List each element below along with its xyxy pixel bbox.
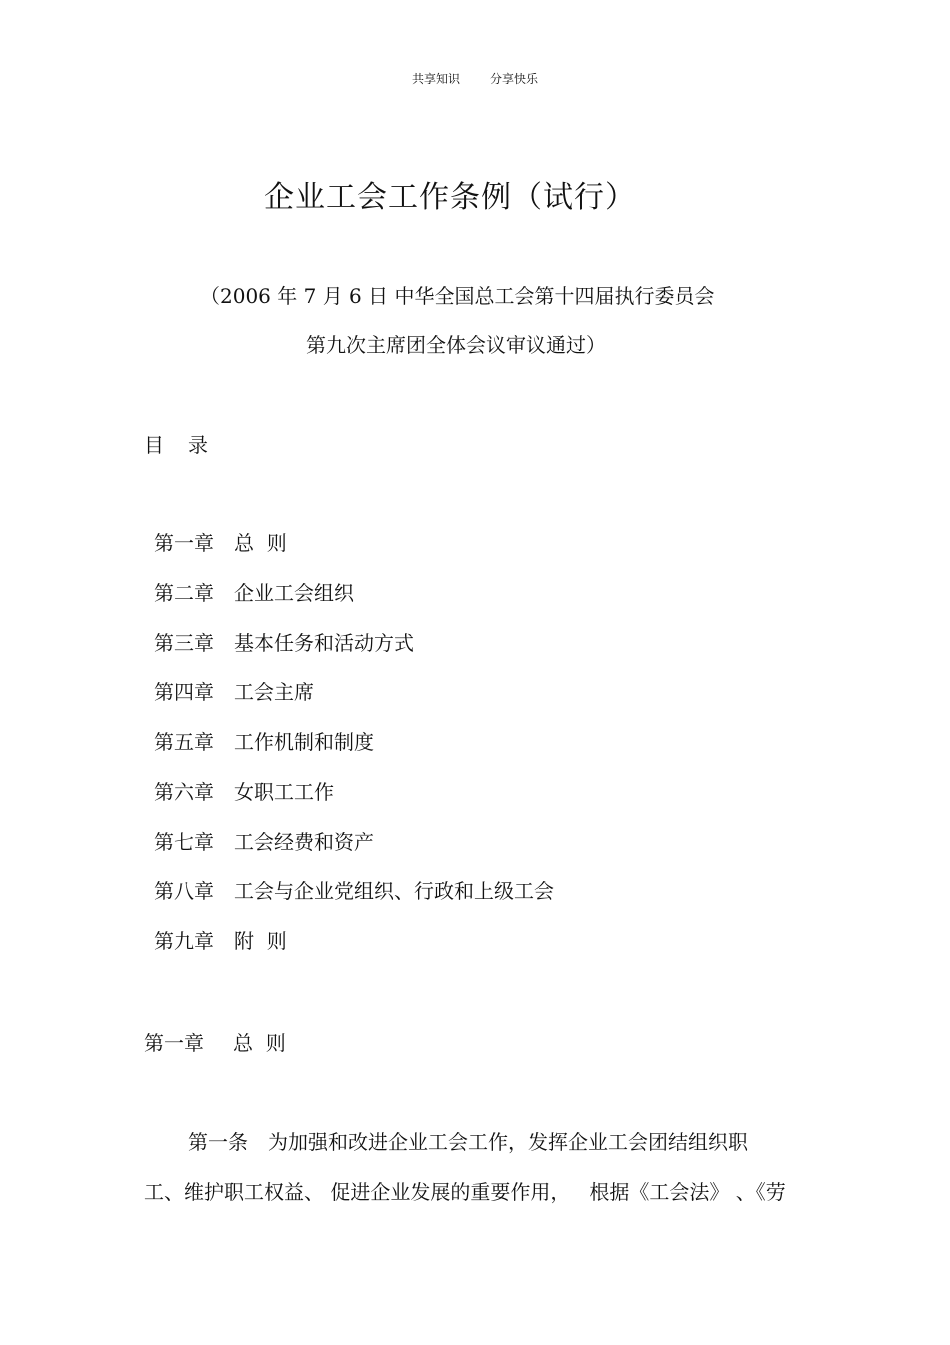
toc-item-number: 第八章 bbox=[154, 879, 214, 904]
toc-item-number: 第六章 bbox=[154, 779, 214, 804]
toc-item-title: 总 则 bbox=[234, 531, 287, 555]
chapter-heading bbox=[144, 1027, 286, 1056]
toc-item-7 bbox=[154, 827, 554, 877]
toc-item-title: 附 则 bbox=[234, 929, 287, 953]
chapter-number: 第一章 bbox=[144, 1031, 204, 1055]
subtitle-line-2: 第九次主席团全体会议审议通过） bbox=[306, 333, 606, 357]
toc-heading-right: 录 bbox=[188, 433, 208, 457]
toc-item-title: 工会与企业党组织、行政和上级工会 bbox=[234, 879, 554, 904]
subtitle-line-1: （2006 年 7 月 6 日 中华全国总工会第十四届执行委员会 bbox=[200, 284, 715, 308]
article-text: 为加强和改进企业工会工作，发挥企业工会团结组织职 bbox=[268, 1130, 748, 1154]
toc-item-number: 第九章 bbox=[154, 929, 214, 953]
toc-item-2 bbox=[154, 578, 554, 628]
toc-item-title: 基本任务和活动方式 bbox=[234, 630, 414, 655]
table-of-contents bbox=[154, 528, 554, 976]
toc-item-title: 企业工会组织 bbox=[234, 580, 354, 605]
toc-item-title: 工会经费和资产 bbox=[234, 829, 374, 854]
toc-item-title: 工会主席 bbox=[234, 680, 314, 705]
toc-item-1 bbox=[154, 528, 554, 578]
chapter-title: 总 则 bbox=[233, 1031, 286, 1055]
header-right-text: 分享快乐 bbox=[490, 72, 539, 86]
toc-item-9 bbox=[154, 926, 554, 976]
toc-item-number: 第五章 bbox=[154, 730, 214, 754]
toc-item-number: 第四章 bbox=[154, 680, 214, 705]
toc-item-3 bbox=[154, 628, 554, 678]
article-label: 第一条 bbox=[188, 1130, 248, 1154]
toc-item-title: 女职工工作 bbox=[234, 779, 334, 804]
toc-item-number: 第七章 bbox=[154, 829, 214, 854]
page-header bbox=[0, 70, 950, 87]
toc-item-number: 第二章 bbox=[154, 580, 214, 605]
toc-item-8 bbox=[154, 876, 554, 926]
article-1-line-1 bbox=[188, 1126, 748, 1155]
header-left-text: 共享知识 bbox=[411, 72, 460, 86]
article-1-line-2: 工、维护职工权益、 促进企业发展的重要作用， 根据《工会法》 、《劳 bbox=[144, 1180, 786, 1204]
toc-item-5 bbox=[154, 727, 554, 777]
document-title: 企业工会工作条例（试行） bbox=[264, 180, 636, 215]
toc-item-title: 工作机制和制度 bbox=[234, 730, 374, 754]
toc-item-number: 第一章 bbox=[154, 531, 214, 555]
toc-item-6 bbox=[154, 777, 554, 827]
toc-item-number: 第三章 bbox=[154, 630, 214, 655]
toc-heading-left: 目 bbox=[144, 433, 164, 457]
toc-item-4 bbox=[154, 677, 554, 727]
toc-heading bbox=[144, 429, 208, 458]
